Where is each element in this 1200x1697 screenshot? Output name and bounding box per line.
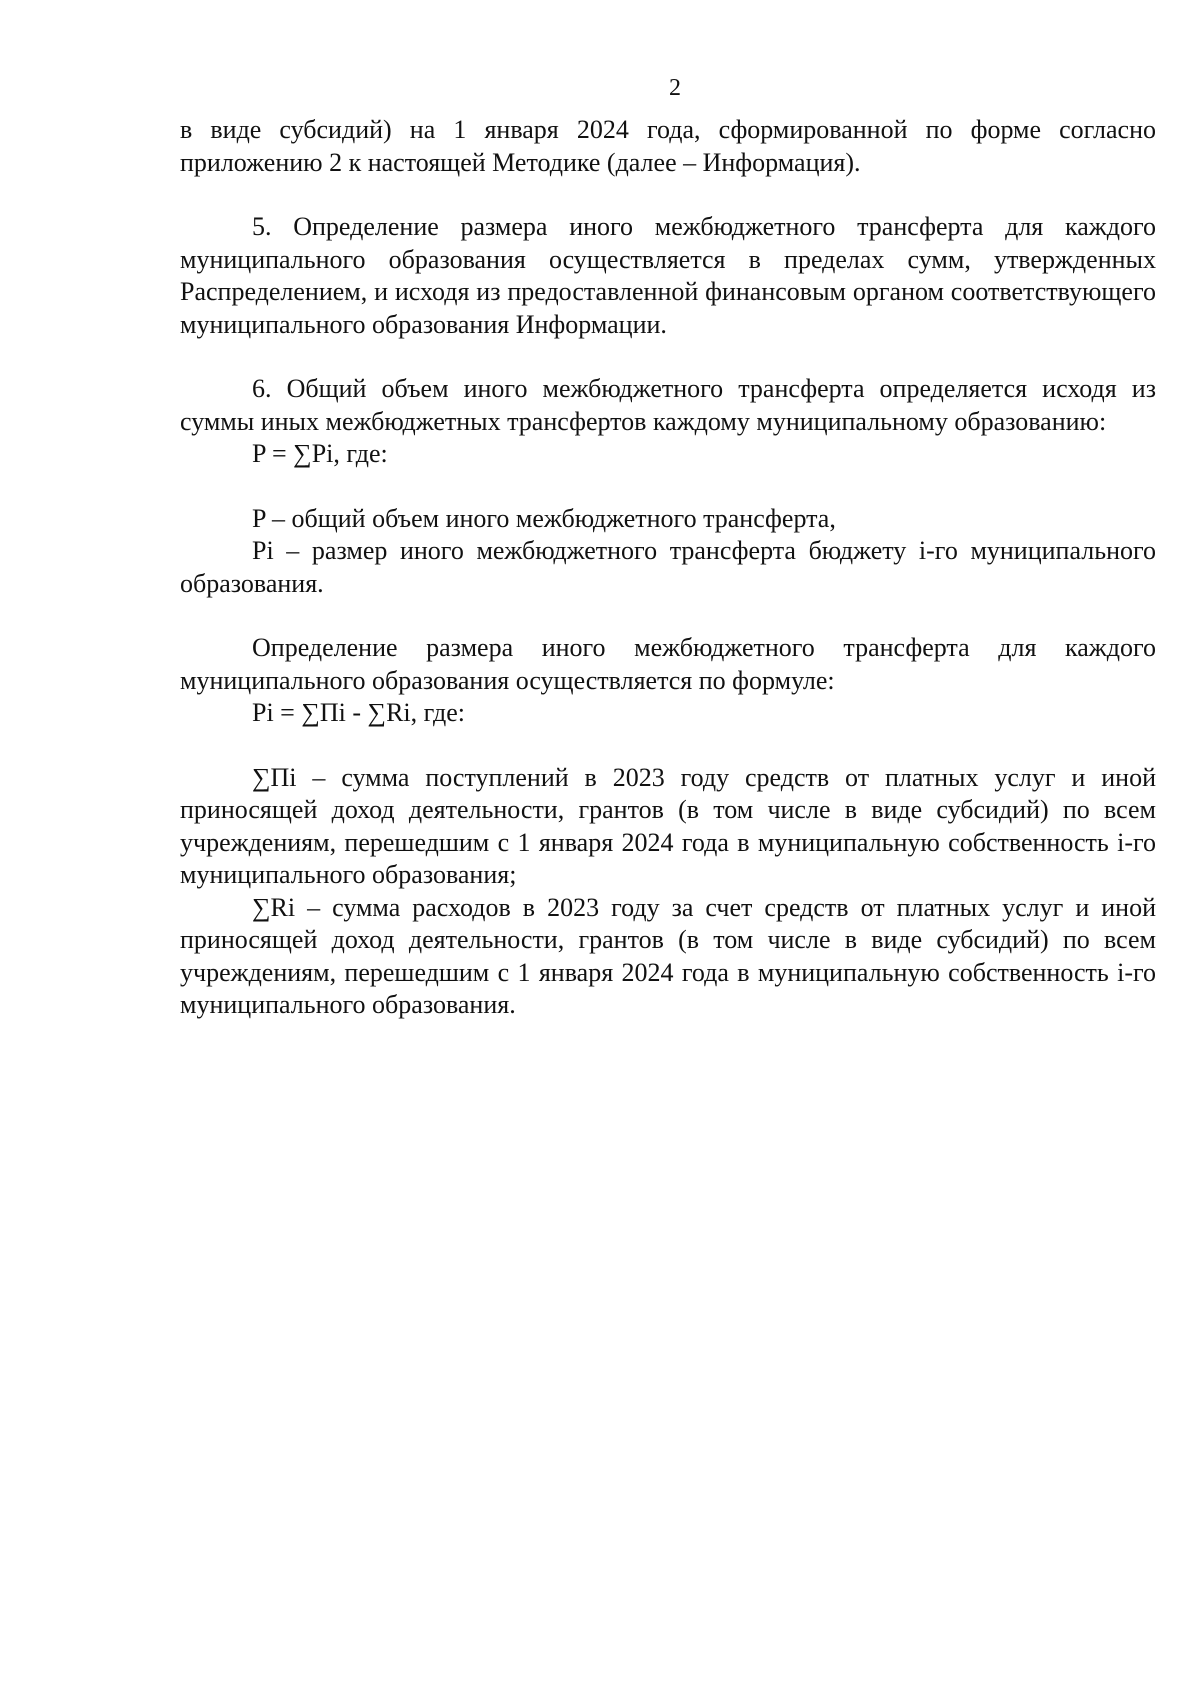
formula-pi: Pi = ∑Пi - ∑Ri, где: [252,698,466,727]
paragraph-6: 6. Общий объем иного межбюджетного трансферта определяется исходя из суммы иных межбюджетных трансфертов каждому муниципальному образованию: [180,374,1156,436]
paragraph-5: 5. Определение размера иного межбюджетного трансферта для каждого муниципального образования осуществляется в пределах сумм, утвержденных Распределением, и исходя из предоставленной финансовым органом соответствующего муниципального образования Информации. [180,212,1156,339]
definition-pi: Pi – размер иного межбюджетного трансферта бюджету i-го муниципального образования. [180,536,1156,598]
definition-sum-pi: ∑Пi – сумма поступлений в 2023 году средств от платных услуг и иной приносящей доход деятельности, грантов (в том числе в виде субсидий) по всем учреждениям, перешедшим с 1 января 2024 года в муниципальную собственность i-го муниципального образования; [180,762,1156,889]
page-number: 2 [669,75,681,101]
definition-sum-ri: ∑Ri – сумма расходов в 2023 году за счет средств от платных услуг и иной приносящей доход деятельности, грантов (в том числе в виде субсидий) по всем учреждениям, перешедшим с 1 января 2024 года в муниципальную собственность i-го муниципального образования. [180,892,1156,1019]
formula-total: P = ∑Pi, где: [252,439,388,468]
document-body [180,114,1156,1022]
paragraph-continuation: в виде субсидий) на 1 января 2024 года, сформированной по форме согласно приложению 2 к настоящей Методике (далее – Информация). [180,115,1156,177]
paragraph-formula-intro: Определение размера иного межбюджетного трансферта для каждого муниципального образования осуществляется по формуле: [180,633,1156,695]
definition-p: P – общий объем иного межбюджетного трансферта, [252,503,836,533]
